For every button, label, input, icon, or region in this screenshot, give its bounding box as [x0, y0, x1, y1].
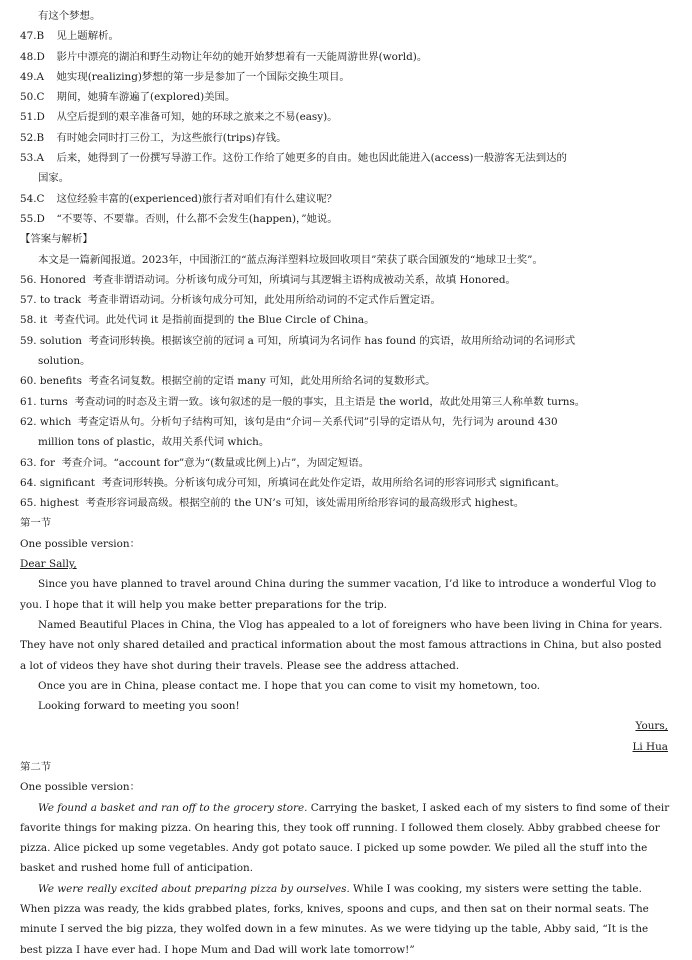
letter-greeting: Dear Sally,	[20, 558, 77, 571]
letter-paragraph: Looking forward to meeting you soon!	[38, 700, 240, 713]
answer-item: 47.B 见上题解析。	[20, 30, 119, 43]
answer-item: 54.C 这位经验丰富的(experienced)旅行者对咱们有什么建议呢？	[20, 192, 338, 205]
answer-item: 48.D 影片中漂亮的湖泊和野生动物让年幼的她开始梦想着有一天能周游世界(world)。	[20, 50, 428, 63]
answer-item-continuation: solution。	[38, 355, 91, 368]
writing-section-1	[20, 513, 670, 757]
answer-item: 64. significant 考查词形转换。分析该句成分可知，所填词在此处作定语，故用所给名词的形容词形式 significant。	[20, 476, 566, 489]
story-paragraph: We found a basket and ran off to the grocery store. Carrying the basket, I asked each of my sisters to find some of their favorite things for making pizza. On hearing this, they took off running. I followed them closely. Abby grabbed cheese for pizza. Alice picked up some vegetables. Andy got potato sauce. I picked up some powder. We piled all the stuff into the basket and rushed home full of anticipation.	[20, 801, 670, 875]
letter-paragraph: Once you are in China, please contact me. I hope that you can come to visit my hometown, too.	[38, 679, 541, 692]
writing-section-2	[20, 757, 670, 960]
answer-item-continuation: million tons of plastic，故用关系代词 which。	[38, 436, 270, 449]
answer-item: 55.D “不要等、不要靠。否则，什么都不会发生(happen)，”她说。	[20, 212, 338, 225]
answer-item: 50.C 期间，她骑车游遍了(explored)美国。	[20, 91, 236, 104]
given-opening-sentence: We were really excited about preparing pizza by ourselves.	[38, 882, 350, 895]
section-heading: 第二节	[20, 760, 52, 773]
version-label: One possible version：	[20, 781, 140, 794]
answer-item: 57. to track 考查非谓语动词。分析该句成分可知，此处用所给动词的不定式作后置定语。	[20, 294, 441, 307]
answer-item: 53.A 后来，她得到了一份撰写导游工作。这份工作给了她更多的自由。她也因此能进入(access)一般游客无法到达的	[20, 152, 567, 165]
answers-part2	[20, 270, 670, 514]
answer-item: 58. it 考查代词。此处代词 it 是指前面提到的 the Blue Circle of China。	[20, 314, 375, 327]
section-heading: 第一节	[20, 517, 52, 530]
passage-intro: 本文是一篇新闻报道。2023年，中国浙江的“蓝点海洋塑料垃圾回收项目”荣获了联合国颁发的“地球卫士奖”。	[38, 253, 543, 266]
answer-item: 62. which 考查定语从句。分析句子结构可知，该句是由“介词－关系代词”引导的定语从句，先行词为 around 430	[20, 415, 558, 428]
story-paragraph: We were really excited about preparing pizza by ourselves. While I was cooking, my sisters were setting the table. When pizza was ready, the kids grabbed plates, forks, knives, spoons and cups, and then sat on their normal seats. The minute I served the big pizza, they wolfed down in a few minutes. As we were tidying up the table, Abby said, “It is the best pizza I have ever had. I hope Mum and Dad will work late tomorrow!”	[20, 882, 649, 956]
version-label: One possible version：	[20, 537, 140, 550]
section-header: 【答案与解析】	[20, 233, 93, 246]
answer-item: 56. Honored 考查非谓语动词。分析该句成分可知，所填词与其逻辑主语构成被动关系，故填 Honored。	[20, 273, 516, 286]
answer-item: 49.A 她实现(realizing)梦想的第一步是参加了一个国际交换生项目。	[20, 70, 350, 83]
answers-part1	[20, 26, 670, 229]
letter-signature: Li Hua	[632, 740, 668, 753]
answer-item: 52.B 有时她会同时打三份工，为这些旅行(trips)存钱。	[20, 131, 287, 144]
letter-closing: Yours,	[635, 720, 668, 733]
answer-item: 63. for 考查介词。“account for”意为“(数量或比例上)占”，为固定短语。	[20, 456, 370, 469]
answer-item: 61. turns 考查动词的时态及主谓一致。该句叙述的是一般的事实，且主语是 the world，故此处用第三人称单数 turns。	[20, 395, 586, 408]
answer-item: 60. benefits 考查名词复数。根据空前的定语 many 可知，此处用所给名词的复数形式。	[20, 375, 436, 388]
letter-paragraph: Named Beautiful Places in China, the Vlog has appealed to a lot of foreigners who have been living in China for years. They have not only shared detailed and practical information about the most famous attractions in China, but also posted a lot of videos they have shot during their travels. Please see the address attached.	[20, 618, 663, 672]
answer-item: 59. solution 考查词形转换。根据该空前的冠词 a 可知，所填词为名词作 has found 的宾语，故用所给动词的名词形式	[20, 334, 576, 347]
answer-item: 51.D 从空后提到的艰辛准备可知，她的环球之旅来之不易(easy)。	[20, 111, 338, 124]
answer-item: 65. highest 考查形容词最高级。根据空前的 the UN’s 可知，该处需用所给形容词的最高级形式 highest。	[20, 497, 525, 510]
given-opening-sentence: We found a basket and ran off to the grocery store.	[38, 801, 308, 814]
intro-tail: 有这个梦想。	[38, 10, 101, 22]
letter-paragraph: Since you have planned to travel around China during the summer vacation, I’d like to introduce a wonderful Vlog to you. I hope that it will help you make better preparations for the trip.	[20, 578, 657, 611]
answer-item-continuation: 国家。	[38, 172, 70, 185]
